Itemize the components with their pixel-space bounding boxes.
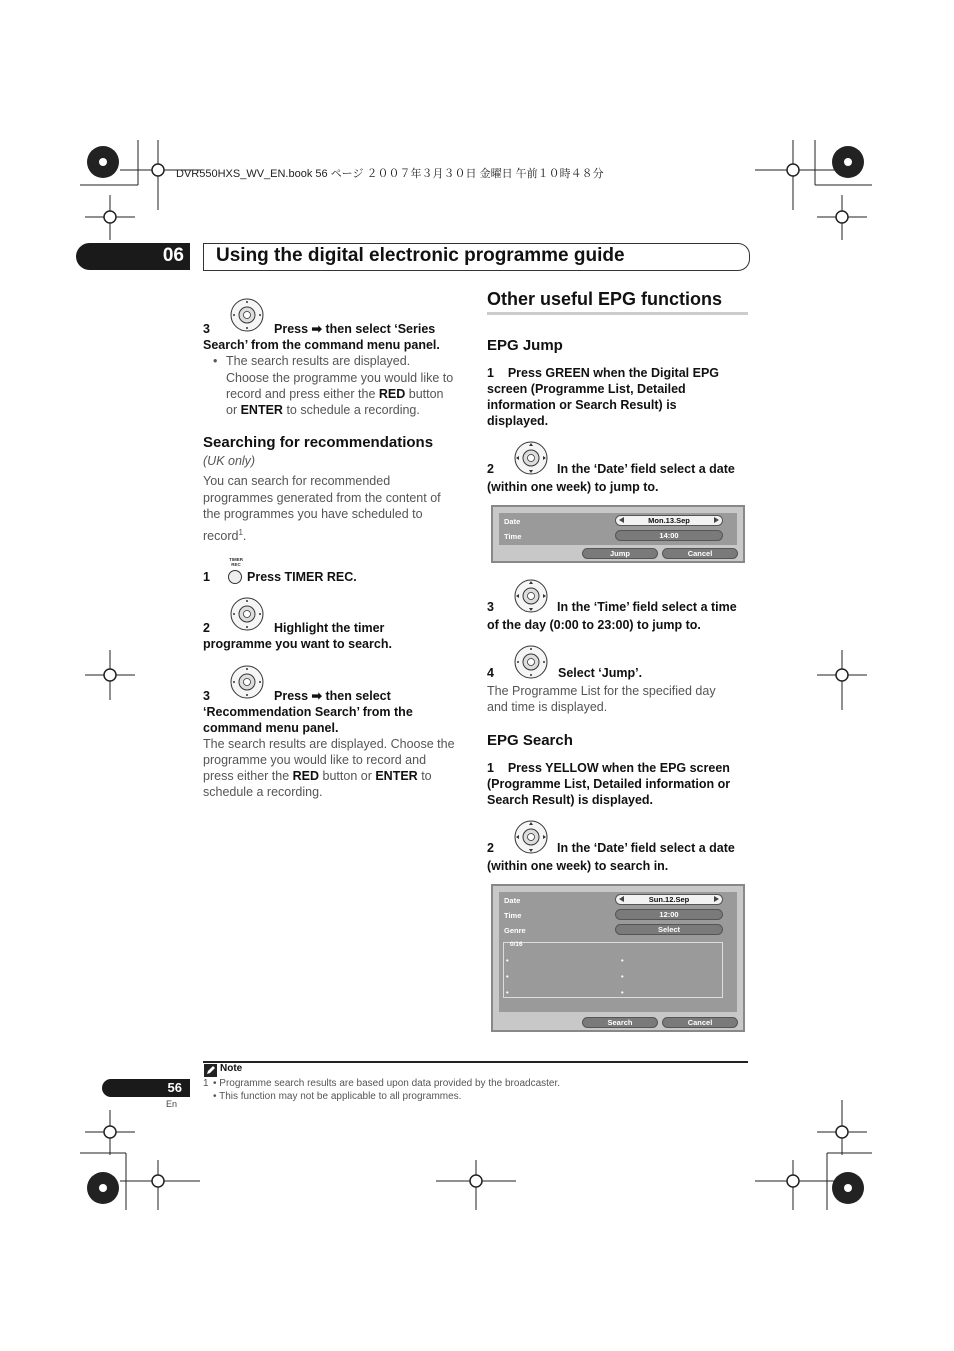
osd-search-button[interactable]: Search (582, 1017, 658, 1028)
osd-time-field[interactable]: 14:00 (615, 530, 723, 541)
step-3-text-cont2: command menu panel. (203, 721, 339, 735)
osd-result-dot: • (506, 956, 509, 965)
page-title: Using the digital electronic programme guide (216, 245, 625, 266)
heading-rule (487, 312, 748, 315)
search-step-1-line-2: (Programme List, Detailed information or (487, 777, 731, 791)
rec-para-2: programmes generated from the content of (203, 491, 441, 505)
osd-result-dot: • (506, 972, 509, 981)
subheading-epg-jump: EPG Jump (487, 337, 563, 354)
bullet-line-4-b: to schedule a recording. (282, 403, 420, 417)
timer-rec-button-icon (228, 570, 242, 584)
note-line-1: • Programme search results are based upon data provided by the broadcaster. (213, 1078, 561, 1089)
osd-time-label: Time (504, 911, 522, 920)
red-button-text: RED (292, 769, 320, 783)
note-line-2: • This function may not be applicable to all programmes. (213, 1091, 462, 1102)
section-heading-recommendations: Searching for recommendations (203, 434, 434, 451)
enter-button-text: ENTER (240, 403, 283, 417)
osd-time-label: Time (504, 532, 522, 541)
rec-para-4 (203, 525, 246, 544)
arrow-left-icon (619, 896, 624, 902)
bullet-line-3-a: record and press either the (226, 387, 379, 401)
jump-step-4-para-1: The Programme List for the specified day (487, 684, 716, 698)
step-2-text-cont: programme you want to search. (203, 637, 392, 651)
bullet-line-4-a: or (226, 403, 241, 417)
jump-step-3-number: 3 (487, 600, 494, 614)
osd-date-value: Mon.13.Sep (648, 516, 690, 525)
osd-results-box (503, 942, 723, 998)
jump-step-2-text: In the ‘Date’ field select a date (557, 462, 735, 476)
jump-step-4-para-2: and time is displayed. (487, 700, 608, 714)
jump-step-4-text: Select ‘Jump’. (558, 666, 643, 680)
search-step-1-line-3: Search Result) is displayed. (487, 793, 654, 807)
joystick-icon (514, 820, 548, 854)
uk-only-note: (UK only) (203, 454, 256, 468)
jump-step-4-number: 4 (487, 666, 494, 680)
step-3-para-2: programme you would like to record and (203, 753, 427, 767)
osd-jump-panel (491, 505, 745, 563)
note-pencil-icon (204, 1064, 217, 1077)
section-heading-other-epg: Other useful EPG functions (487, 289, 723, 309)
osd-date-label: Date (504, 896, 521, 905)
search-step-2-text-cont: (within one week) to search in. (487, 859, 669, 873)
joystick-icon (230, 298, 264, 332)
chapter-badge (76, 243, 190, 270)
bullet-line-1: The search results are displayed. (226, 354, 411, 368)
osd-cancel-button[interactable]: Cancel (662, 1017, 738, 1028)
bullet-mark: • (213, 354, 218, 368)
rec-para-3: the programmes you have scheduled to (203, 507, 423, 521)
osd-date-value: Sun.12.Sep (648, 895, 690, 904)
timer-rec-label: TIMER REC (229, 557, 243, 567)
chapter-number: 06 (162, 245, 184, 266)
subheading-epg-search: EPG Search (487, 732, 573, 749)
jump-step-2-text-cont: (within one week) to jump to. (487, 480, 659, 494)
joystick-icon (514, 645, 548, 679)
rec-para-4-text: record (203, 529, 239, 544)
step-3-text-cont: ‘Recommendation Search’ from the (203, 705, 413, 719)
bullet-line-4 (226, 402, 420, 418)
jump-step-3-text-cont: of the day (0:00 to 23:00) to jump to. (487, 618, 701, 632)
step-3-para-4: schedule a recording. (203, 785, 323, 799)
page-number: 56 (167, 1080, 182, 1095)
step-3-para-3-a: press either the (203, 769, 293, 783)
arrow-right-icon (714, 896, 719, 902)
osd-result-dot: • (621, 956, 624, 965)
jump-step-1-line-3: information or Search Result) is (487, 398, 677, 412)
step-3-series-text-cont: Search’ from the command menu panel. (203, 338, 440, 352)
bullet-line-3 (226, 386, 444, 402)
joystick-icon (514, 441, 548, 475)
step-3-para-3 (203, 768, 432, 784)
note-label: Note (220, 1063, 243, 1074)
print-header: DVR550HXS_WV_EN.book 56 ページ ２００７年３月３０日 金曜日 午前１０時４８分 (176, 168, 604, 180)
osd-result-dot: • (506, 988, 509, 997)
osd-genre-label: Genre (504, 926, 526, 935)
rec-para-4-end: . (242, 529, 247, 544)
osd-result-dot: • (621, 972, 624, 981)
joystick-icon (230, 597, 264, 631)
bullet-line-3-b: button (405, 387, 444, 401)
step-2-number: 2 (203, 621, 210, 635)
jump-step-2-number: 2 (487, 462, 494, 476)
osd-time-field[interactable]: 12:00 (615, 909, 723, 920)
step-3-series-text: Press ➡ then select ‘Series (274, 322, 436, 336)
step-3-number: 3 (203, 689, 210, 703)
jump-step-1-line-4: displayed. (487, 414, 549, 428)
page-number-badge (102, 1079, 190, 1097)
red-button-text: RED (378, 387, 406, 401)
jump-step-3-text: In the ‘Time’ field select a time (557, 600, 737, 614)
osd-jump-button[interactable]: Jump (582, 548, 658, 559)
osd-result-dot: • (621, 988, 624, 997)
enter-button-text: ENTER (375, 769, 418, 783)
osd-genre-field[interactable]: Select (615, 924, 723, 935)
page-language: En (166, 1099, 178, 1109)
note-number: 1 (203, 1078, 209, 1089)
footnote-ref: 1 (238, 528, 243, 537)
osd-search-panel (491, 884, 745, 1032)
jump-step-1-line-1: 1 Press GREEN when the Digital EPG (487, 366, 720, 380)
step-3-text: Press ➡ then select (274, 689, 391, 703)
step-2-text: Highlight the timer (274, 621, 385, 635)
step-1-number: 1 (203, 570, 210, 584)
osd-date-label: Date (504, 517, 521, 526)
step-1-text: Press TIMER REC. (247, 570, 357, 584)
step-3-para-3-c: to (417, 769, 432, 783)
osd-date-field[interactable] (615, 515, 723, 526)
rec-para-1: You can search for recommended (203, 474, 391, 488)
step-3-para-1: The search results are displayed. Choose the (203, 737, 455, 751)
arrow-right-icon (714, 517, 719, 523)
joystick-icon (230, 665, 264, 699)
osd-date-field[interactable] (615, 894, 723, 905)
title-bar (203, 243, 750, 271)
step-3-para-3-b: button or (319, 769, 376, 783)
search-step-2-number: 2 (487, 841, 494, 855)
osd-cancel-button[interactable]: Cancel (662, 548, 738, 559)
jump-step-1-line-2: screen (Programme List, Detailed (487, 382, 686, 396)
note-rule (203, 1061, 748, 1063)
joystick-icon (514, 579, 548, 613)
osd-result-count: 0/16 (510, 941, 523, 948)
search-step-1-line-1: 1 Press YELLOW when the EPG screen (487, 761, 730, 775)
step-3-series-number: 3 (203, 322, 210, 336)
search-step-2-text: In the ‘Date’ field select a date (557, 841, 735, 855)
arrow-left-icon (619, 517, 624, 523)
bullet-line-2: Choose the programme you would like to (226, 371, 454, 385)
